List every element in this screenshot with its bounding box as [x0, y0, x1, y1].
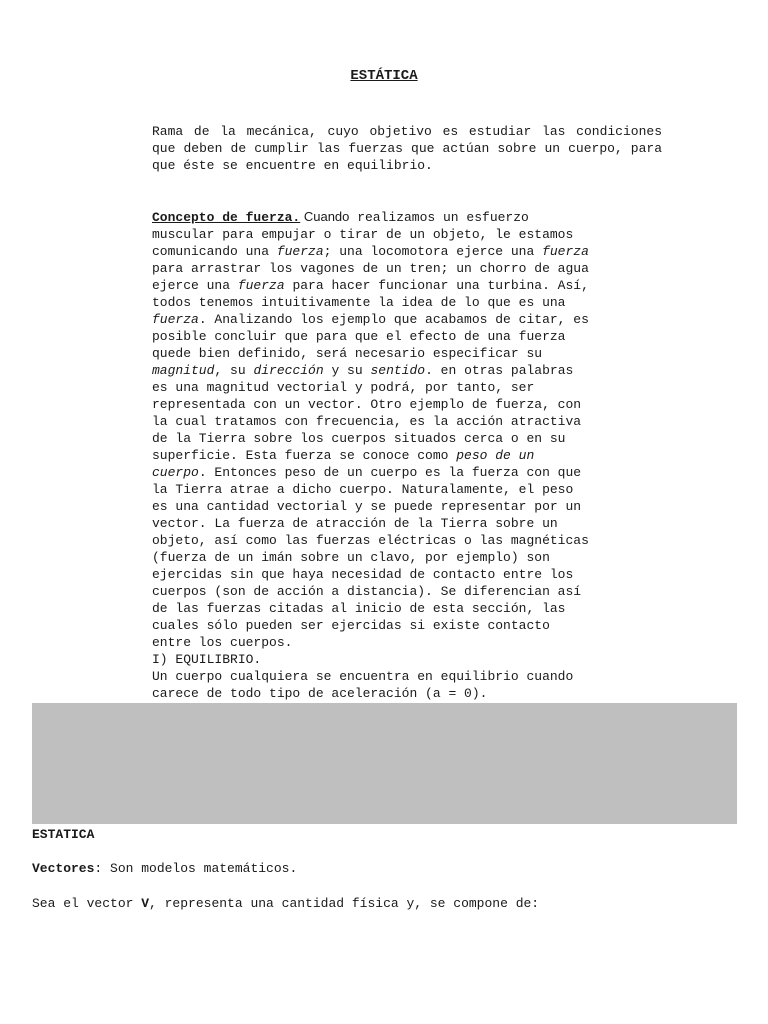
- gray-placeholder-band: [32, 703, 737, 824]
- text-run: para arrastrar los vagones de un tren; un chorro de agua ejerce una: [152, 261, 589, 293]
- emphasis-fuerza: fuerza: [542, 244, 589, 259]
- vector-v-symbol: V: [141, 896, 150, 911]
- emphasis-magnitud: magnitud: [152, 363, 215, 378]
- text-run: para hacer funcionar una turbina. Así, todos tenemos intuitivamente la idea de lo que es una: [152, 278, 589, 310]
- emphasis-direccion: dirección: [253, 363, 324, 378]
- vectores-line: [32, 860, 732, 877]
- vectores-text: : Son modelos matemáticos.: [94, 861, 298, 876]
- text-run: ; una locomotora ejerce una: [323, 244, 543, 259]
- text-run: . Entonces peso de un cuerpo es la fuerza con que la Tierra atrae a dicho cuerpo. Naturalamente, el peso es una cantidad vectorial y se puede representar por un vector. La fuerza de atracción de la Tierra sobre un objeto, así como las fuerzas eléctricas o las magnéticas (fuerza de un imán sobre un clavo, por ejemplo) son ejercidas sin que haya necesidad de contacto entre los cuerpos (son de acción a distancia). Se diferencian así de las fuerzas citadas al inicio de esta sección, las cuales sólo pueden ser ejercidas si existe contacto entre los cuerpos. I) EQUILIBRIO. Un cuerpo cualquiera se encuentra en equilibrio cuando carece de todo tipo de aceleración (a = 0).: [152, 465, 589, 701]
- sea-vector-line: [32, 895, 732, 912]
- emphasis-fuerza: fuerza: [276, 244, 324, 259]
- text-run: , su: [214, 363, 254, 378]
- sea-text-post: , representa una cantidad física y, se compone de:: [149, 896, 540, 911]
- concepto-fuerza-paragraph: [152, 208, 662, 702]
- text-run: . en otras palabras es una magnitud vectorial y podrá, por tanto, ser representada con un vector. Otro ejemplo de fuerza, con la cual tratamos con frecuencia, es la acción atractiva de la Tierra sobre los cuerpos situados cerca o en su superficie. Esta fuerza se conoce como: [152, 363, 582, 463]
- sea-text-pre: Sea el vector: [32, 896, 142, 911]
- lead-word: Cuando: [300, 209, 350, 224]
- intro-paragraph: Rama de la mecánica, cuyo objetivo es estudiar las condiciones que deben de cumplir las fuerzas que actúan sobre un cuerpo, para que éste se encuentre en equilibrio.: [152, 124, 662, 173]
- text-run: y su: [323, 363, 371, 378]
- page-title: ESTÁTICA: [350, 68, 418, 84]
- emphasis-fuerza: fuerza: [152, 312, 199, 327]
- vectores-label: Vectores: [32, 861, 95, 876]
- emphasis-fuerza: fuerza: [237, 278, 285, 293]
- concepto-fuerza-heading: Concepto de fuerza.: [152, 210, 301, 225]
- emphasis-peso: peso de un cuerpo: [152, 448, 535, 480]
- section-title: ESTATICA: [32, 827, 95, 842]
- text-run: realizamos un esfuerzo muscular para empujar o tirar de un objeto, le estamos comunicando una: [152, 210, 574, 259]
- emphasis-sentido: sentido: [370, 363, 426, 378]
- text-run: . Analizando los ejemplo que acabamos de citar, es posible concluir que para que el efecto de una fuerza quede bien definido, será necesario especificar su: [152, 312, 589, 361]
